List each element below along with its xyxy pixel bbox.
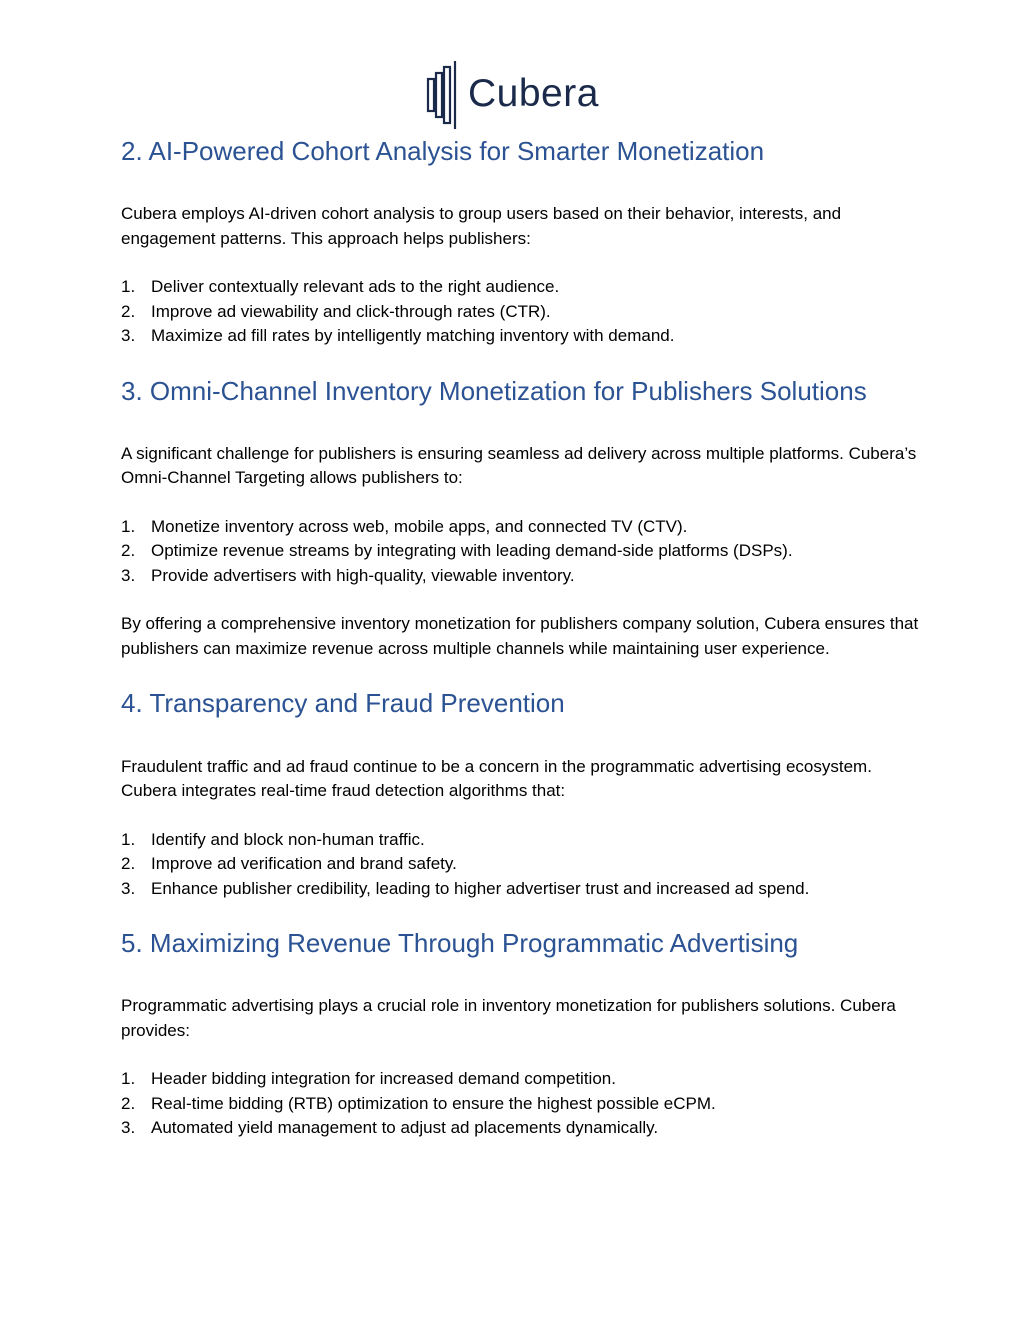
list-number: 1. bbox=[121, 516, 136, 536]
list-text: Real-time bidding (RTB) optimization to ensure the highest possible eCPM. bbox=[151, 1093, 716, 1113]
section-heading: 5. Maximizing Revenue Through Programmatic Advertising bbox=[121, 928, 799, 959]
list-text: Provide advertisers with high-quality, viewable inventory. bbox=[151, 565, 575, 585]
list-text: Optimize revenue streams by integrating with leading demand-side platforms (DSPs). bbox=[151, 541, 793, 561]
list-number: 2. bbox=[121, 541, 136, 561]
list-item bbox=[121, 852, 921, 877]
section-heading: 2. AI-Powered Cohort Analysis for Smarter Monetization bbox=[121, 136, 765, 166]
section-intro: Cubera employs AI-driven cohort analysis to group users based on their behavior, interests, and engagement patterns. This approach helps publishers: bbox=[121, 204, 842, 248]
cubera-logo bbox=[426, 60, 599, 130]
list-number: 2. bbox=[121, 301, 136, 321]
list-item bbox=[121, 275, 921, 300]
list-number: 3. bbox=[121, 565, 136, 585]
list-item bbox=[121, 515, 921, 540]
list-item bbox=[121, 1067, 921, 1092]
section-heading: 3. Omni-Channel Inventory Monetization for Publishers Solutions bbox=[121, 375, 867, 406]
list-item bbox=[121, 828, 921, 853]
list-number: 1. bbox=[121, 829, 136, 849]
list-item bbox=[121, 877, 921, 902]
list-text: Identify and block non-human traffic. bbox=[151, 829, 425, 849]
section-list bbox=[121, 1067, 921, 1141]
logo-wordmark: Cubera bbox=[468, 71, 599, 115]
list-number: 2. bbox=[121, 1093, 136, 1113]
section-heading: 4. Transparency and Fraud Prevention bbox=[121, 688, 565, 719]
list-number: 1. bbox=[121, 1069, 136, 1089]
list-item bbox=[121, 539, 921, 564]
list-text: Maximize ad fill rates by intelligently matching inventory with demand. bbox=[151, 326, 675, 346]
list-item bbox=[121, 300, 921, 325]
list-text: Automated yield management to adjust ad placements dynamically. bbox=[151, 1118, 659, 1138]
list-text: Improve ad viewability and click-through rates (CTR). bbox=[151, 301, 551, 321]
document-body bbox=[121, 128, 921, 1141]
section-intro: Fraudulent traffic and ad fraud continue to be a concern in the programmatic advertising ecosystem. Cubera integrates real-time fraud detection algorithms that: bbox=[121, 756, 872, 801]
list-number: 3. bbox=[121, 1118, 136, 1138]
list-number: 2. bbox=[121, 854, 136, 874]
list-number: 3. bbox=[121, 326, 136, 346]
section-list bbox=[121, 275, 921, 349]
list-text: Header bidding integration for increased demand competition. bbox=[151, 1069, 616, 1089]
cubera-logo-icon bbox=[426, 61, 462, 129]
list-text: Monetize inventory across web, mobile apps, and connected TV (CTV). bbox=[151, 516, 688, 536]
section-list bbox=[121, 515, 921, 589]
list-number: 3. bbox=[121, 878, 136, 898]
section-list bbox=[121, 828, 921, 902]
list-number: 1. bbox=[121, 277, 136, 297]
list-item bbox=[121, 564, 921, 589]
list-text: Enhance publisher credibility, leading to higher advertiser trust and increased ad spend. bbox=[151, 878, 810, 898]
section-outro: By offering a comprehensive inventory monetization for publishers company solution, Cubera ensures that publishers can maximize revenue across multiple channels while maintaining user experience. bbox=[121, 614, 919, 658]
list-text: Deliver contextually relevant ads to the right audience. bbox=[151, 277, 560, 297]
list-item bbox=[121, 1116, 921, 1141]
list-item bbox=[121, 324, 921, 349]
list-text: Improve ad verification and brand safety. bbox=[151, 854, 457, 874]
section-intro: Programmatic advertising plays a crucial role in inventory monetization for publishers solutions. Cubera provides: bbox=[121, 996, 896, 1040]
list-item bbox=[121, 1092, 921, 1117]
section-intro: A significant challenge for publishers is ensuring seamless ad delivery across multiple platforms. Cubera’s Omni-Channel Targeting allows publishers to: bbox=[121, 443, 917, 488]
